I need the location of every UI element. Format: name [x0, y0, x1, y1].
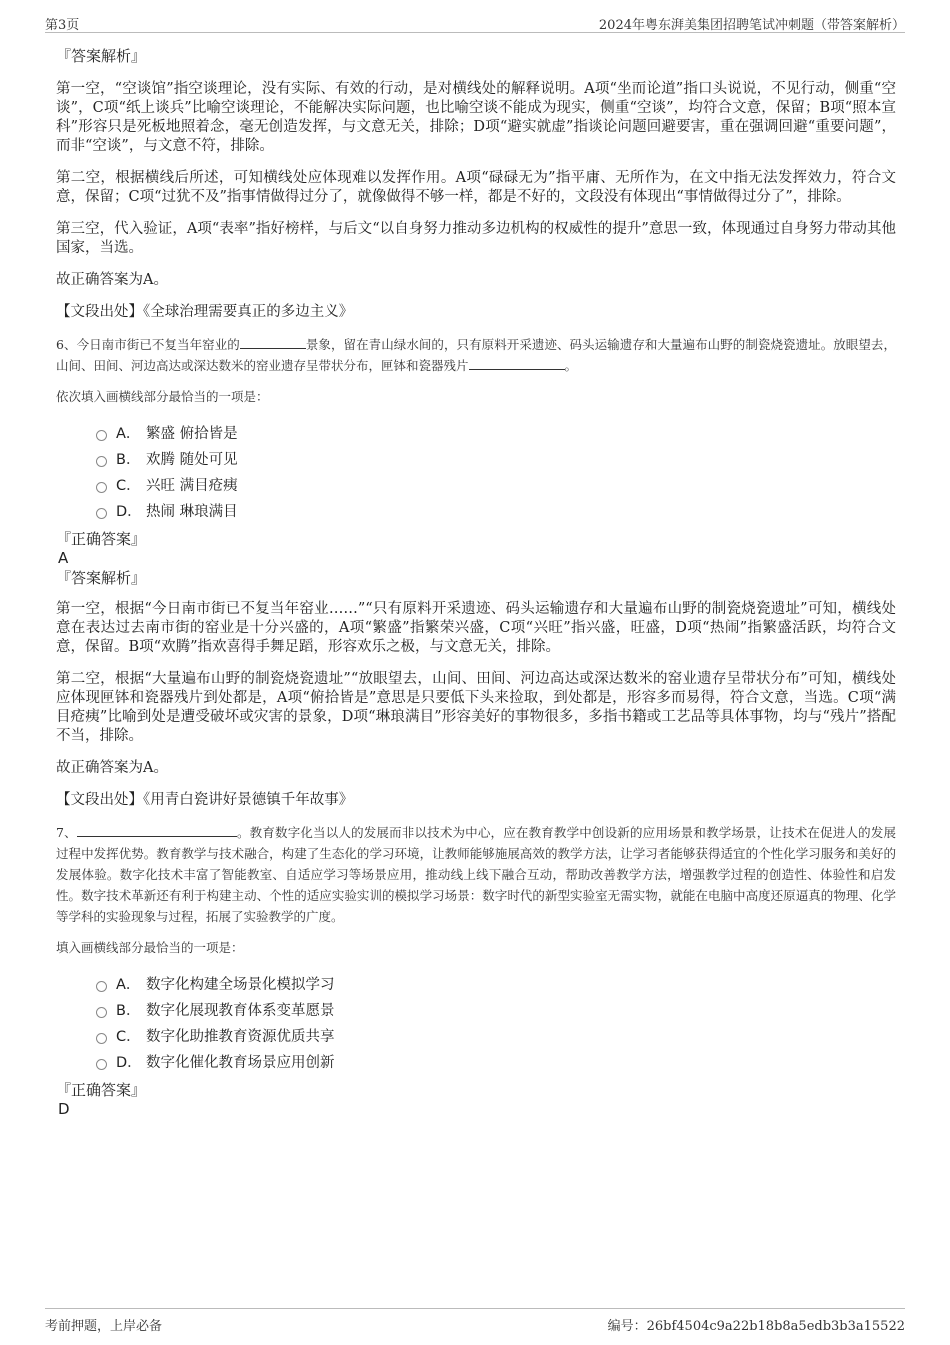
- option-d[interactable]: D． 热闹 琳琅满目: [56, 499, 896, 525]
- conclusion-text: 故正确答案为A。: [56, 272, 168, 288]
- page-number: 第3页: [45, 18, 80, 33]
- analysis-paragraph-2: 第二空，根据横线后所述，可知横线处应体现难以发挥作用。A项“碌碌无为”指平庸、无所作为，在文中指无法发挥效力，符合文意，保留；C项“过犹不及”指事情做得过分了，就像做得不够一样，都是不好的，文段没有体现出“事情做得过分了”，排除。: [56, 170, 896, 205]
- page-content: [56, 46, 896, 1119]
- option-a[interactable]: A． 繁盛 俯拾皆是: [56, 421, 896, 447]
- analysis-tag: 『答案解析』: [56, 569, 147, 587]
- question-7-options: [56, 972, 896, 1076]
- conclusion-text: 故正确答案为A。: [56, 760, 168, 776]
- question-7-instruction: 填入画横线部分最恰当的一项是：: [56, 940, 244, 955]
- blank-line: [77, 823, 237, 837]
- option-b[interactable]: B． 欢腾 随处可见: [56, 447, 896, 473]
- correct-answer: A: [58, 549, 69, 567]
- option-b[interactable]: B． 数字化展现教育体系变革愿景: [56, 998, 896, 1024]
- option-a[interactable]: A． 数字化构建全场景化模拟学习: [56, 972, 896, 998]
- radio-icon[interactable]: [96, 430, 107, 441]
- blank-line: [469, 356, 565, 370]
- footer-slogan: 考前押题，上岸必备: [45, 1319, 163, 1334]
- analysis-paragraph-1: 第一空，根据“今日南市街已不复当年窑业……”“只有原料开采遗迹、码头运输遗存和大量遍布山野的制瓷烧瓷遗址”可知，横线处意在表达过去南市街的窑业是十分兴盛的，A项“繁盛”指繁荣兴盛，C项“兴旺”指兴盛，旺盛，D项“热闹”指繁盛活跃，均符合文意，保留。B项“欢腾”指欢喜得手舞足蹈，形容欢乐之极，与文意无关，排除。: [56, 601, 896, 655]
- blank-line: [240, 335, 306, 349]
- analysis-paragraph-2: 第二空，根据“大量遍布山野的制瓷烧瓷遗址”“放眼望去，山间、田间、河边高达或深达数米的窑业遗存呈带状分布”可知，横线处应体现匣钵和瓷器残片到处都是，A项“俯拾皆是”意思是只要低下头来捡取，到处都是，形容多而易得，符合文意，当选。C项“满目疮痍”比喻到处是遭受破坏或灾害的景象，D项“琳琅满目”形容美好的事物很多，多指书籍或工艺品等具体事物，均与“残片”搭配不当，排除。: [56, 671, 896, 744]
- document-id: 编号：26bf4504c9a22b18b8a5edb3b3a15522: [607, 1319, 905, 1334]
- source-text: 【文段出处】《用青白瓷讲好景德镇千年故事》: [56, 792, 354, 808]
- radio-icon[interactable]: [96, 508, 107, 519]
- radio-icon[interactable]: [96, 482, 107, 493]
- source-text: 【文段出处】《全球治理需要真正的多边主义》: [56, 304, 354, 320]
- option-c[interactable]: C． 数字化助推教育资源优质共享: [56, 1024, 896, 1050]
- page-header: [45, 10, 905, 33]
- correct-answer-tag: 『正确答案』: [56, 530, 147, 548]
- radio-icon[interactable]: [96, 1007, 107, 1018]
- question-7-stem: 7、 。教育数字化当以人的发展而非以技术为中心，应在教育教学中创设新的应用场景和教学场景，让技术在促进人的发展过程中发挥优势。教育教学与技术融合，构建了生态化的学习环境，让教师能够施展高效的教学方法，让学习者能够获得适宜的个性化学习服务和美好的发展体验。数字化技术丰富了智能教室、自适应学习等场景应用，推动线上线下融合互动，帮助改善教学方法，增强教学过程的创造性、体验性和启发性。数字技术革新还有利于构建主动、个性的适应实验实训的模拟学习场景：数字时代的新型实验室无需实物，就能在电脑中高度还原逼真的物理、化学等学科的实验现象与过程，拓展了实验教学的广度。: [56, 825, 896, 924]
- correct-answer: D: [58, 1100, 70, 1118]
- radio-icon[interactable]: [96, 1033, 107, 1044]
- option-d[interactable]: D． 数字化催化教育场景应用创新: [56, 1050, 896, 1076]
- question-6-stem: 6、今日南市街已不复当年窑业的 景象，留在青山绿水间的，只有原料开采遗迹、码头运输遗存和大量遍布山野的制瓷烧瓷遗址。放眼望去，山间、田间、河边高达或深达数米的窑业遗存呈带状分布，匣钵和瓷器残片 。: [56, 337, 896, 373]
- radio-icon[interactable]: [96, 981, 107, 992]
- document-title: 2024年粤东湃美集团招聘笔试冲刺题（带答案解析）: [598, 18, 905, 33]
- analysis-paragraph-3: 第三空，代入验证，A项“表率”指好榜样，与后文“以自身努力推动多边机构的权威性的提升”意思一致，体现通过自身努力带动其他国家，当选。: [56, 221, 896, 256]
- radio-icon[interactable]: [96, 456, 107, 467]
- page-footer: [45, 1308, 905, 1335]
- correct-answer-tag: 『正确答案』: [56, 1081, 147, 1099]
- option-c[interactable]: C． 兴旺 满目疮痍: [56, 473, 896, 499]
- question-6-instruction: 依次填入画横线部分最恰当的一项是：: [56, 389, 269, 404]
- question-6-options: [56, 421, 896, 525]
- analysis-tag: 『答案解析』: [56, 47, 147, 65]
- radio-icon[interactable]: [96, 1059, 107, 1070]
- analysis-paragraph-1: 第一空，“空谈馆”指空谈理论，没有实际、有效的行动，是对横线处的解释说明。A项“坐而论道”指口头说说，不见行动，侧重“空谈”，C项“纸上谈兵”比喻空谈理论，不能解决实际问题，也比喻空谈不能成为现实，侧重“空谈”，均符合文意，保留；B项“照本宣科”形容只是死板地照着念，毫无创造发挥，与文意无关，排除；D项“避实就虚”指谈论问题回避要害，重在强调回避“重要问题”，而非“空谈”，与文意不符，排除。: [56, 81, 896, 154]
